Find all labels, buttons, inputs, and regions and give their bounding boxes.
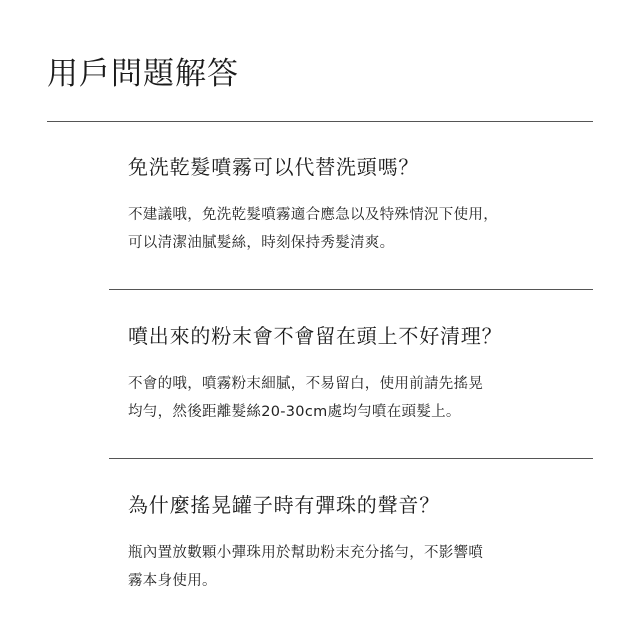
faq-answer bbox=[128, 370, 588, 426]
faq-question: 為什麼搖晃罐子時有彈珠的聲音？ bbox=[128, 493, 440, 517]
faq-item bbox=[128, 318, 588, 426]
faq-item bbox=[128, 487, 588, 595]
faq-divider bbox=[109, 289, 593, 290]
faq-answer bbox=[128, 539, 588, 595]
faq-item bbox=[128, 149, 588, 257]
faq-question: 免洗乾髮噴霧可以代替洗頭嗎？ bbox=[128, 155, 420, 179]
faq-divider bbox=[109, 458, 593, 459]
faq-answer-line: 不會的哦，噴霧粉末細膩，不易留白，使用前請先搖晃 bbox=[128, 376, 484, 392]
page-title: 用戶問題解答 bbox=[47, 56, 239, 92]
faq-answer-line: 可以清潔油膩髮絲，時刻保持秀髮清爽。 bbox=[128, 235, 395, 251]
faq-answer-line: 霧本身使用。 bbox=[128, 573, 217, 589]
title-divider bbox=[47, 121, 593, 122]
faq-answer-line: 均勻，然後距離髮絲20-30cm處均勻噴在頭髮上。 bbox=[128, 404, 461, 420]
faq-answer-line: 瓶內置放數顆小彈珠用於幫助粉末充分搖勻，不影響噴 bbox=[128, 545, 484, 561]
faq-answer bbox=[128, 201, 588, 257]
faq-question: 噴出來的粉末會不會留在頭上不好清理？ bbox=[128, 324, 503, 348]
faq-answer-line: 不建議哦，免洗乾髮噴霧適合應急以及特殊情況下使用， bbox=[128, 207, 498, 223]
